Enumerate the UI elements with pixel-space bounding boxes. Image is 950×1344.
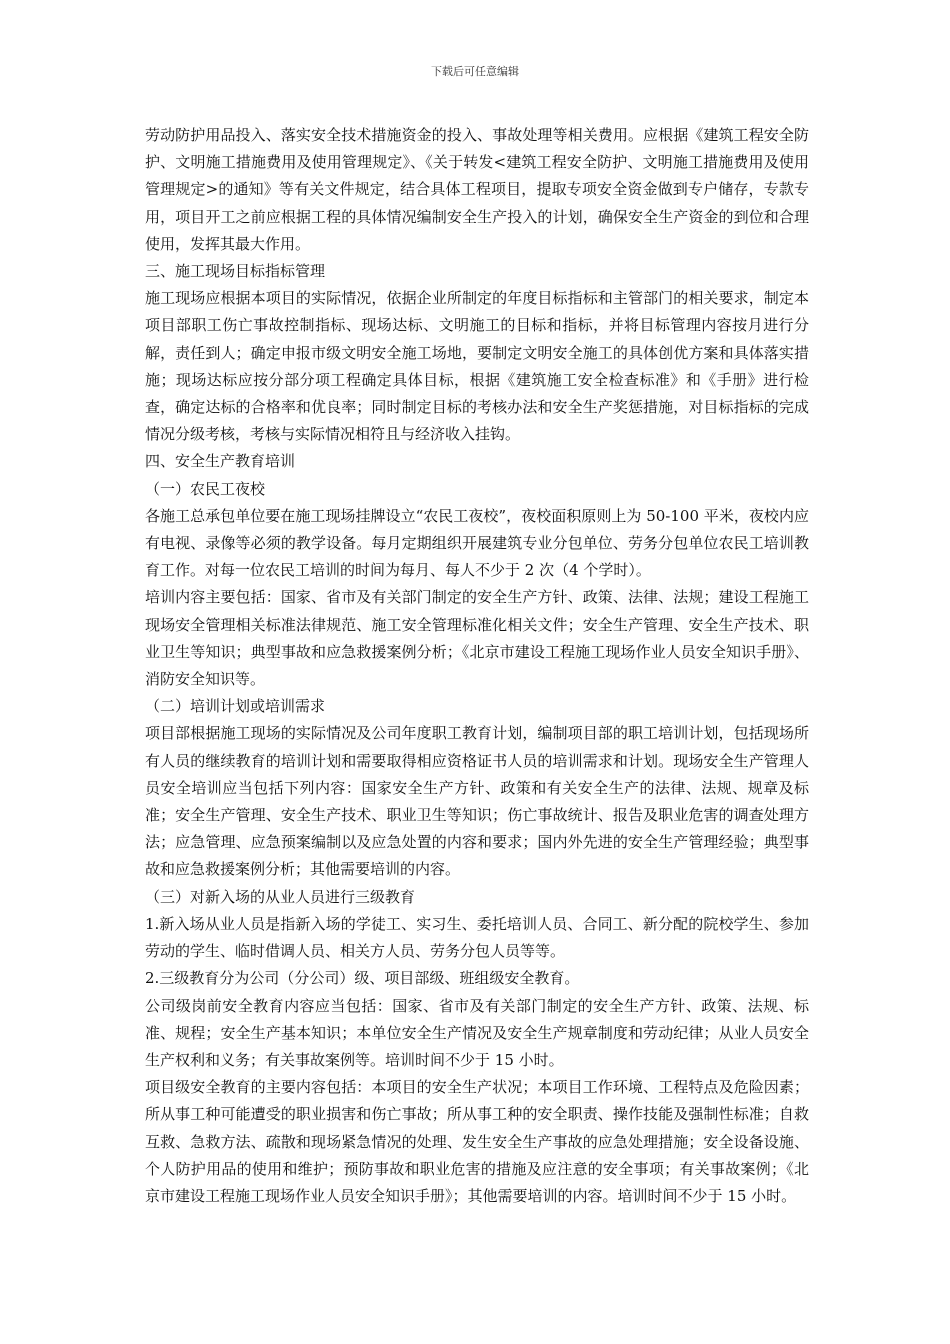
subheading-night-school: （一）农民工夜校	[145, 479, 266, 498]
paragraph-target-management: 施工现场应根据本项目的实际情况，依据企业所制定的年度目标指标和主管部门的相关要求，制定本项目部职工伤亡事故控制指标、现场达标、文明施工的目标和指标，并将目标管理内容按月进行分解，责任到人；确定申报市级文明安全施工场地，要制定文明安全施工的具体创优方案和具体落实措施；现场达标应按分部分项工程确定具体目标，根据《建筑施工安全检查标准》和《手册》进行检查，确定达标的合格率和优良率；同时制定目标的考核办法和安全生产奖惩措施，对目标指标的完成情况分级考核，考核与实际情况相符且与经济收入挂钩。	[145, 289, 809, 444]
paragraph-company-level: 公司级岗前安全教育内容应当包括：国家、省市及有关部门制定的安全生产方针、政策、法规、标准、规程；安全生产基本知识；本单位安全生产情况及安全生产规章制度和劳动纪律；从业人员安全生产权利和义务；有关事故案例等。培训时间不少于 15 小时。	[145, 996, 809, 1069]
section-heading-4: 四、安全生产教育培训	[145, 452, 296, 471]
page-header: 下载后可任意编辑	[431, 65, 519, 78]
paragraph-three-levels: 2.三级教育分为公司（分公司）级、项目部级、班组级安全教育。	[145, 969, 580, 988]
document-body	[145, 122, 809, 1210]
paragraph-safety-funds: 劳动防护用品投入、落实安全技术措施资金的投入、事故处理等相关费用。应根据《建筑工程安全防护、文明施工措施费用及使用管理规定》、《关于转发<建筑工程安全防护、文明施工措施费用及使用管理规定>的通知》等有关文件规定，结合具体工程项目，提取专项安全资金做到专户储存，专款专用，项目开工之前应根据工程的具体情况编制安全生产投入的计划，确保安全生产资金的到位和合理使用，发挥其最大作用。	[145, 126, 809, 253]
paragraph-new-staff: 1.新入场从业人员是指新入场的学徒工、实习生、委托培训人员、合同工、新分配的院校学生、参加劳动的学生、临时借调人员、相关方人员、劳务分包人员等等。	[145, 914, 809, 961]
paragraph-training-content: 培训内容主要包括：国家、省市及有关部门制定的安全生产方针、政策、法律、法规；建设工程施工现场安全管理相关标准法律规范、施工安全管理标准化相关文件；安全生产管理、安全生产技术、职业卫生等知识；典型事故和应急救援案例分析；《北京市建设工程施工现场作业人员安全知识手册》、消防安全知识等。	[145, 588, 809, 689]
subheading-training-plan: （二）培训计划或培训需求	[145, 697, 326, 716]
paragraph-night-school: 各施工总承包单位要在施工现场挂牌设立“农民工夜校”，夜校面积原则上为 50-100 平米，夜校内应有电视、录像等必须的教学设备。每月定期组织开展建筑专业分包单位、劳务分包单位农民工培训教育工作。对每一位农民工培训的时间为每月、每人不少于 2 次（4 个学时）。	[145, 506, 809, 580]
subheading-three-level-education: （三）对新入场的从业人员进行三级教育	[145, 887, 416, 906]
paragraph-project-level: 项目级安全教育的主要内容包括：本项目的安全生产状况；本项目工作环境、工程特点及危险因素；所从事工种可能遭受的职业损害和伤亡事故；所从事工种的安全职责、操作技能及强制性标准；自救互救、急救方法、疏散和现场紧急情况的处理、发生安全生产事故的应急处理措施；安全设备设施、个人防护用品的使用和维护；预防事故和职业危害的措施及应注意的安全事项；有关事故案例；《北京市建设工程施工现场作业人员安全知识手册》；其他需要培训的内容。培训时间不少于 15 小时。	[145, 1078, 809, 1205]
paragraph-training-plan: 项目部根据施工现场的实际情况及公司年度职工教育计划，编制项目部的职工培训计划，包括现场所有人员的继续教育的培训计划和需要取得相应资格证书人员的培训需求和计划。现场安全生产管理人员安全培训应当包括下列内容：国家安全生产方针、政策和有关安全生产的法律、法规、规章及标准；安全生产管理、安全生产技术、职业卫生等知识；伤亡事故统计、报告及职业危害的调查处理方法；应急管理、应急预案编制以及应急处置的内容和要求；国内外先进的安全生产管理经验；典型事故和应急救援案例分析；其他需要培训的内容。	[145, 724, 809, 879]
section-heading-3: 三、施工现场目标指标管理	[145, 262, 326, 281]
